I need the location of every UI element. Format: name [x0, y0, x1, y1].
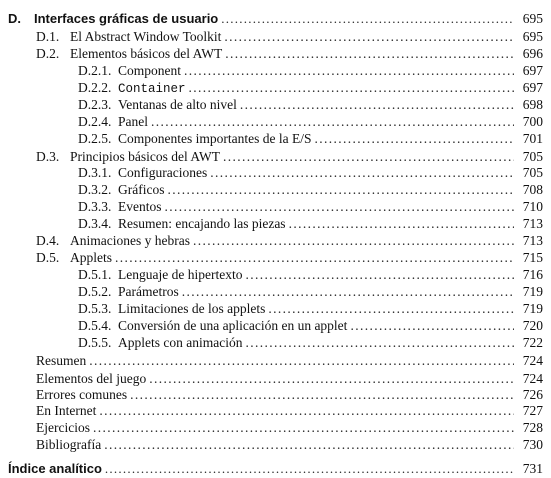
- toc-entry[interactable]: [0, 62, 551, 80]
- dot-leader: [245, 266, 514, 284]
- toc-entry-title: Principios básicos del AWT: [70, 149, 221, 164]
- toc-entry[interactable]: [0, 249, 551, 267]
- dot-leader: [189, 79, 514, 97]
- toc-entry-title: Parámetros: [118, 284, 179, 299]
- toc-entry-page: 695: [522, 29, 543, 44]
- toc-entry-page: 715: [522, 250, 543, 265]
- toc-entry-number: D.5.4.: [78, 318, 112, 333]
- dot-leader: [184, 62, 514, 80]
- toc-entry[interactable]: [0, 266, 551, 284]
- dot-leader: [99, 402, 514, 420]
- toc-entry[interactable]: [0, 300, 551, 318]
- toc-entry-page: 705: [522, 165, 543, 180]
- toc-entry-number: D.: [8, 11, 21, 26]
- toc-entry-page: 730: [522, 437, 543, 452]
- toc-entry-number: D.4.: [36, 233, 60, 248]
- toc-entry[interactable]: [0, 215, 551, 233]
- dot-leader: [240, 96, 514, 114]
- dot-leader: [93, 419, 514, 437]
- toc-entry[interactable]: [0, 317, 551, 335]
- toc-entry-page: 713: [522, 233, 543, 248]
- toc-entry[interactable]: [0, 419, 551, 437]
- dot-leader: [193, 232, 514, 250]
- toc-entry-title: Resumen: [36, 353, 87, 368]
- toc-entry-title: Ventanas de alto nivel: [118, 97, 237, 112]
- toc-entry-page: 724: [522, 371, 543, 386]
- toc-entry[interactable]: [0, 283, 551, 301]
- toc-entry[interactable]: [0, 402, 551, 420]
- toc-entry[interactable]: [0, 181, 551, 199]
- dot-leader: [165, 198, 515, 216]
- toc-entry-page: 719: [522, 284, 543, 299]
- dot-leader: [314, 130, 514, 148]
- toc-entry-title: Resumen: encajando las piezas: [118, 216, 286, 231]
- toc-entry-number: D.5.3.: [78, 301, 112, 316]
- toc-entry-number: D.3.4.: [78, 216, 112, 231]
- toc-entry[interactable]: [0, 28, 551, 46]
- toc-entry[interactable]: [0, 334, 551, 352]
- toc-entry-number: D.5.1.: [78, 267, 112, 282]
- dot-leader: [105, 460, 514, 478]
- toc-entry-number: D.5.: [36, 250, 60, 265]
- toc-entry[interactable]: [0, 460, 551, 478]
- toc-entry-page: 696: [522, 46, 543, 61]
- toc-entry-title: Ejercicios: [36, 420, 90, 435]
- toc-entry-page: 701: [522, 131, 543, 146]
- dot-leader: [350, 317, 514, 335]
- toc-entry-number: D.2.1.: [78, 63, 112, 78]
- toc-entry-page: 708: [522, 182, 543, 197]
- dot-leader: [167, 181, 514, 199]
- toc-entry[interactable]: [0, 10, 551, 28]
- toc-entry-number: D.3.3.: [78, 199, 112, 214]
- toc-entry-title: Conversión de una aplicación en un applet: [118, 318, 348, 333]
- toc-entry-page: 695: [522, 11, 543, 26]
- toc-entry-number: D.3.: [36, 149, 60, 164]
- toc-entry-title: Lenguaje de hipertexto: [118, 267, 243, 282]
- toc-entry-number: D.5.2.: [78, 284, 112, 299]
- dot-leader: [289, 215, 514, 233]
- toc-entry[interactable]: [0, 130, 551, 148]
- toc-entry-title: Component: [118, 63, 181, 78]
- toc-entry[interactable]: [0, 198, 551, 216]
- toc-entry-page: 728: [522, 420, 543, 435]
- toc-entry-title: Animaciones y hebras: [70, 233, 190, 248]
- toc-entry[interactable]: [0, 164, 551, 182]
- toc-entry-page: 700: [522, 114, 543, 129]
- toc-entry-title: Elementos del juego: [36, 371, 147, 386]
- toc-entry-number: D.2.: [36, 46, 60, 61]
- toc-entry-title: Configuraciones: [118, 165, 208, 180]
- toc-entry-page: 724: [522, 353, 543, 368]
- toc-entry-page: 720: [522, 318, 543, 333]
- toc-entry-title: Interfaces gráficas de usuario: [34, 11, 219, 26]
- toc-entry-page: 697: [522, 63, 543, 78]
- toc-entry[interactable]: [0, 79, 551, 97]
- toc-entry-title: Bibliografía: [36, 437, 102, 452]
- toc-entry-number: D.2.3.: [78, 97, 112, 112]
- toc-entry[interactable]: [0, 436, 551, 454]
- toc-entry-number: D.2.5.: [78, 131, 112, 146]
- toc-entry-title: Índice analítico: [8, 461, 102, 476]
- toc-entry-page: 716: [522, 267, 543, 282]
- dot-leader: [151, 113, 514, 131]
- toc-entry-number: D.1.: [36, 29, 60, 44]
- toc-entry-page: 722: [522, 335, 543, 350]
- dot-leader: [225, 45, 514, 63]
- dot-leader: [221, 10, 514, 28]
- toc-entry-title: Container: [118, 82, 186, 96]
- toc-entry[interactable]: [0, 96, 551, 114]
- dot-leader: [210, 164, 514, 182]
- toc-entry-number: D.3.1.: [78, 165, 112, 180]
- toc-entry[interactable]: [0, 45, 551, 63]
- toc-entry-page: 731: [522, 461, 543, 476]
- toc-entry-title: Panel: [118, 114, 148, 129]
- toc-entry-title: Errores comunes: [36, 387, 128, 402]
- toc-entry-page: 719: [522, 301, 543, 316]
- toc-entry-title: Applets: [70, 250, 112, 265]
- dot-leader: [182, 283, 514, 301]
- dot-leader: [115, 249, 514, 267]
- toc-entry-page: 727: [522, 403, 543, 418]
- toc-entry-title: El Abstract Window Toolkit: [70, 29, 222, 44]
- toc-entry-title: Applets con animación: [118, 335, 243, 350]
- toc-entry-number: D.3.2.: [78, 182, 112, 197]
- toc-entry-number: D.5.5.: [78, 335, 112, 350]
- dot-leader: [268, 300, 514, 318]
- dot-leader: [104, 436, 514, 454]
- toc-entry-page: 710: [522, 199, 543, 214]
- toc-entry[interactable]: [0, 232, 551, 250]
- toc-entry-title: Limitaciones de los applets: [118, 301, 266, 316]
- dot-leader: [224, 28, 514, 46]
- toc-entry-page: 697: [522, 80, 543, 95]
- toc-entry-page: 726: [522, 387, 543, 402]
- toc-entry-number: D.2.2.: [78, 80, 112, 95]
- toc-entry[interactable]: [0, 352, 551, 370]
- toc-entry-page: 705: [522, 149, 543, 164]
- dot-leader: [245, 334, 514, 352]
- toc-entry-title: Elementos básicos del AWT: [70, 46, 223, 61]
- toc-entry[interactable]: [0, 113, 551, 131]
- toc-entry-title: En Internet: [36, 403, 97, 418]
- toc-entry-title: Gráficos: [118, 182, 165, 197]
- toc-entry-page: 713: [522, 216, 543, 231]
- toc-entry-title: Componentes importantes de la E/S: [118, 131, 312, 146]
- toc-entry-title: Eventos: [118, 199, 162, 214]
- dot-leader: [89, 352, 514, 370]
- toc-entry-page: 698: [522, 97, 543, 112]
- toc-entry-number: D.2.4.: [78, 114, 112, 129]
